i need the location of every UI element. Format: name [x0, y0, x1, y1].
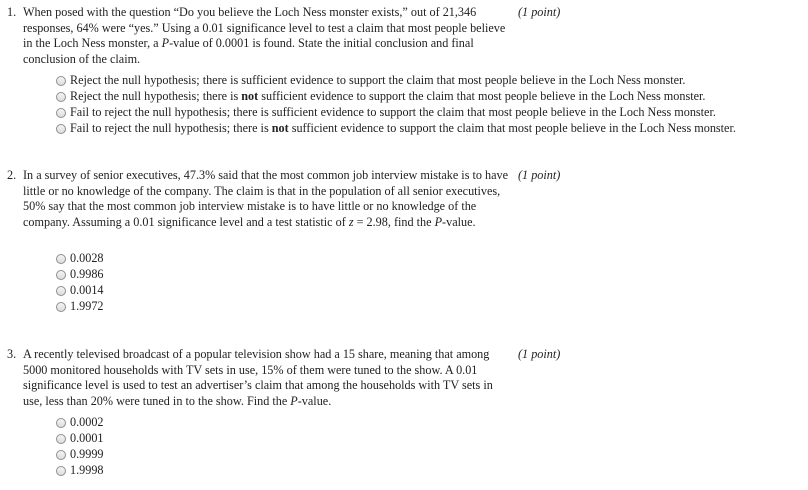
radio-button[interactable] — [56, 434, 66, 444]
option-label: Fail to reject the null hypothesis; there is sufficient evidence to support the claim that most people believe in the Loch Ness monster. — [70, 104, 716, 119]
radio-button[interactable] — [56, 108, 66, 118]
option-label: Reject the null hypothesis; there is not sufficient evidence to support the claim that most people believe in the Loch Ness monster. — [70, 89, 706, 104]
answer-option[interactable] — [56, 73, 736, 89]
answer-option[interactable] — [56, 463, 104, 479]
radio-button[interactable] — [56, 92, 66, 102]
question-text: In a survey of senior executives, 47.3% said that the most common job interview mistake is to have little or no knowledge of the company. The claim is that in the population of all senior executives, 50% say that the most common job interview mistake is to have little or no knowledge of the company. Assuming a 0.01 significance level and a test statistic of z = 2.98, find the P-value. — [23, 168, 509, 229]
question-number: 2. — [7, 168, 17, 182]
radio-button[interactable] — [56, 302, 66, 312]
option-label: 0.0002 — [70, 415, 104, 430]
answer-option[interactable] — [56, 415, 104, 431]
option-label: Fail to reject the null hypothesis; there is not sufficient evidence to support the claim that most people believe in the Loch Ness monster. — [70, 120, 736, 135]
radio-button[interactable] — [56, 418, 66, 428]
answer-option[interactable] — [56, 447, 104, 463]
radio-button[interactable] — [56, 124, 66, 134]
question-points: (1 point) — [518, 347, 561, 361]
question-text: A recently televised broadcast of a popular television show had a 15 share, meaning that among 5000 monitored households with TV sets in use, 15% of them were tuned to the show. A 0.01 significance level is used to test an advertiser’s claim that among the households with TV sets in use, less than 20% were tuned in to the show. Find the P-value. — [23, 347, 493, 408]
question-text: When posed with the question “Do you believe the Loch Ness monster exists,” out of 21,346 responses, 64% were “yes.” Using a 0.01 significance level to test a claim that most people believe in the Loch Ness monster, a P-value of 0.0001 is found. State the initial conclusion and final conclusion of the claim. — [23, 5, 506, 66]
radio-button[interactable] — [56, 466, 66, 476]
option-label: 1.9972 — [70, 298, 104, 313]
option-label: 0.0014 — [70, 282, 104, 297]
radio-button[interactable] — [56, 270, 66, 280]
radio-button[interactable] — [56, 254, 66, 264]
question-points: (1 point) — [518, 5, 561, 19]
answer-options — [56, 251, 104, 315]
question-points: (1 point) — [518, 168, 561, 182]
question-number: 1. — [7, 5, 17, 19]
answer-option[interactable] — [56, 299, 104, 315]
answer-option[interactable] — [56, 121, 736, 137]
answer-option[interactable] — [56, 105, 736, 121]
answer-option[interactable] — [56, 431, 104, 447]
radio-button[interactable] — [56, 286, 66, 296]
answer-option[interactable] — [56, 251, 104, 267]
option-label: 0.0028 — [70, 251, 104, 266]
answer-option[interactable] — [56, 267, 104, 283]
option-label: 0.0001 — [70, 431, 104, 446]
option-label: Reject the null hypothesis; there is sufficient evidence to support the claim that most people believe in the Loch Ness monster. — [70, 73, 686, 88]
question-number: 3. — [7, 347, 17, 361]
radio-button[interactable] — [56, 76, 66, 86]
radio-button[interactable] — [56, 450, 66, 460]
option-label: 0.9986 — [70, 267, 104, 282]
answer-options — [56, 415, 104, 479]
option-label: 1.9998 — [70, 462, 104, 477]
answer-option[interactable] — [56, 283, 104, 299]
answer-options — [56, 73, 736, 137]
option-label: 0.9999 — [70, 446, 104, 461]
answer-option[interactable] — [56, 89, 736, 105]
